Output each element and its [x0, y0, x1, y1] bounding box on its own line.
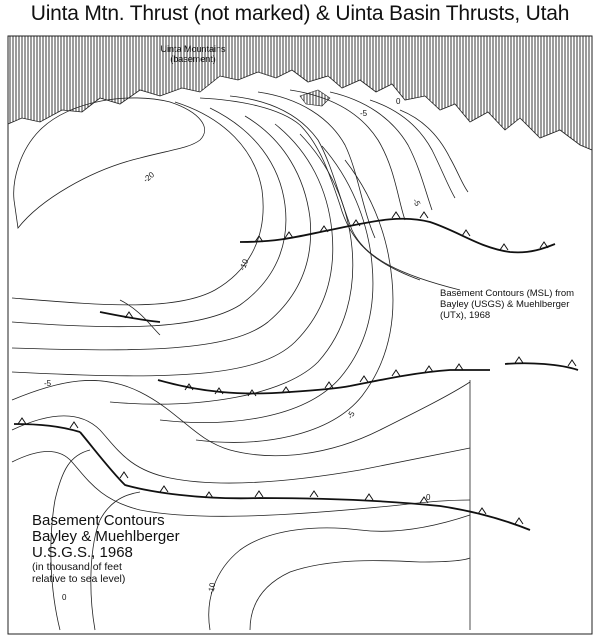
contour-line [250, 558, 470, 630]
contour-line [200, 98, 420, 280]
contour-line [12, 108, 286, 327]
uinta-mountains-label [138, 44, 248, 64]
contour-label: -5 [410, 197, 423, 208]
legend-heading-line: U.S.G.S., 1968 [32, 544, 133, 561]
contour-line [330, 92, 432, 210]
thrust-faults [14, 219, 578, 530]
contour-line [290, 90, 405, 220]
thrust-fault [505, 363, 578, 370]
contour-source-credit [440, 288, 590, 321]
legend-heading-line: Basement Contours [32, 512, 165, 529]
contour-label: -20 [141, 170, 157, 185]
contour-label: -5 [44, 379, 52, 388]
contour-line [258, 92, 375, 238]
contour-label: -10 [206, 582, 218, 595]
mountains-name: Uinta Mountains [160, 44, 226, 54]
legend-heading-line: Bayley & Muehlberger [32, 528, 180, 545]
map-legend [32, 513, 180, 585]
contour-label: 0 [426, 493, 431, 502]
legend-note-line: (in thousand of feet [32, 561, 122, 573]
thrust-sawteeth [18, 212, 576, 524]
contour-line [160, 146, 373, 423]
page-title: Uinta Mtn. Thrust (not marked) & Uinta Basin Thrusts, Utah [30, 2, 570, 25]
contour-line [12, 124, 333, 376]
contour-label: -5 [360, 109, 368, 118]
contour-line [209, 515, 470, 630]
mountains-sub: (basement) [170, 54, 216, 64]
contour-line [12, 416, 470, 483]
credit-line: (UTx), 1968 [440, 310, 491, 321]
legend-note-line: relative to sea level) [32, 573, 126, 585]
contour-line [12, 116, 311, 350]
contour-line [12, 102, 263, 305]
credit-line: Basement Contours (MSL) from [440, 288, 575, 299]
sawtooth [255, 212, 548, 250]
uinta-mountains-outcrop [8, 36, 592, 150]
contour-label: 0 [396, 97, 401, 106]
thrust-fault [240, 219, 555, 253]
contour-label: -10 [237, 257, 251, 272]
contour-line [12, 452, 470, 517]
sawtooth [185, 364, 463, 396]
contour-label: 0 [62, 593, 67, 602]
contour-label: -5 [345, 409, 357, 421]
credit-line: Bayley (USGS) & Muehlberger [440, 299, 570, 310]
